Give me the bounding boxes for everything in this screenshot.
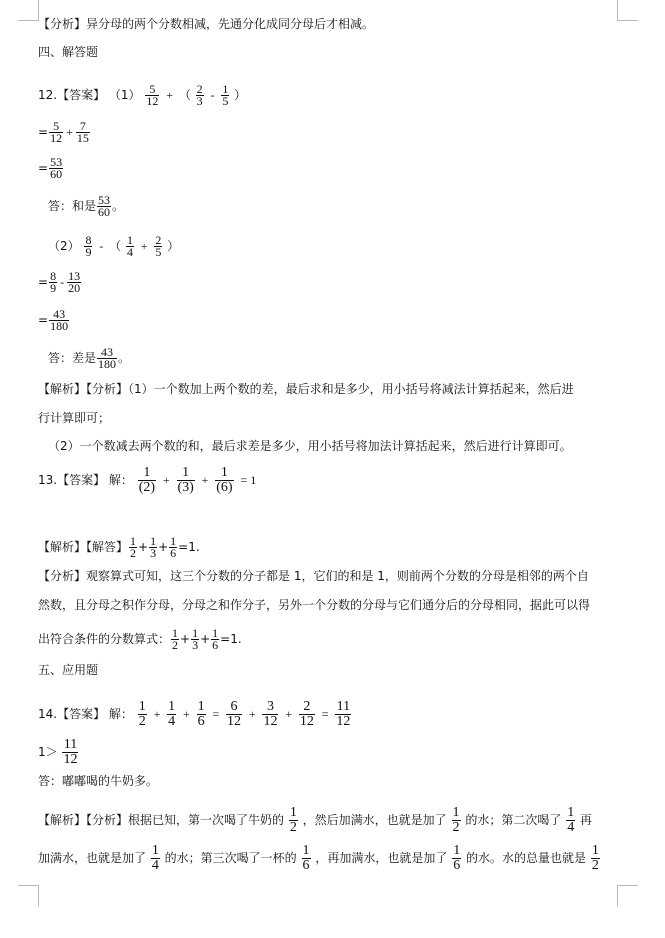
q12-step4-line	[38, 309, 70, 332]
q14-analysis-text: 的水；第三次喝了一杯的	[164, 851, 297, 865]
q14-analysis-text: 的水。水的总量也就是	[466, 851, 587, 865]
equals-sign: =	[38, 313, 49, 327]
equals-sign: =	[212, 707, 220, 721]
plus-sign: +	[285, 707, 293, 721]
fraction-6-12: $\frac{6}{12}$	[227, 699, 242, 729]
plus-sign: +	[183, 707, 190, 721]
q12-analysis-line1: 【解析】【分析】（1）一个数加上两个数的差，最后求和是多少，用小括号将减法计算括起来，然后进	[38, 382, 574, 396]
plus-sign: +	[153, 707, 161, 721]
q12-part2-prefix: （2）	[48, 239, 80, 253]
fraction-1-4: $\frac{1}{4}$	[151, 843, 159, 873]
equals-sign: =	[321, 707, 329, 721]
q14-analysis-line1	[38, 806, 592, 835]
right-paren: ）	[234, 88, 247, 102]
plus-sign: +	[158, 540, 169, 554]
period: 。	[112, 199, 125, 213]
fraction-1-6: $\frac{1}{6}$	[170, 534, 177, 560]
fraction-7-15: $\frac{7}{15}$	[76, 119, 89, 145]
q12-step1-line	[38, 121, 91, 144]
q14-analysis-text: 的水；第二次喝了	[465, 813, 562, 827]
fraction-53-60: $\frac{53}{60}$	[50, 155, 63, 181]
q12-answer2-line	[48, 347, 130, 370]
fraction-1-2: $\frac{1}{2}$	[138, 699, 146, 729]
fraction-8-9: $\frac{8}{9}$	[85, 233, 92, 259]
fraction-5-12: $\frac{5}{12}$	[50, 119, 63, 145]
fraction-1-2: $\frac{1}{2}$	[130, 534, 137, 560]
fraction-5-12: $\frac{5}{12}$	[146, 82, 159, 108]
equals-sign: =	[38, 161, 49, 175]
fraction-43-180: $\frac{43}{180}$	[98, 345, 117, 371]
equals-sign: =	[38, 125, 49, 139]
fraction-1-p6: $\frac{1}{(6)}$	[216, 465, 233, 495]
fraction-1-2: $\frac{1}{2}$	[172, 626, 179, 652]
plus-sign: +	[200, 632, 211, 646]
crop-mark-top-right	[617, 0, 638, 21]
q12-answer2-prefix: 答：差是	[48, 351, 97, 365]
q13-answer-line	[38, 466, 258, 495]
plus-sign: +	[66, 125, 73, 139]
plus-sign: +	[180, 632, 191, 646]
q12-answer1-line	[48, 195, 124, 218]
left-paren: （	[109, 239, 122, 253]
fraction-13-20: $\frac{13}{20}$	[68, 269, 81, 295]
q13-analysis-line2: 然数，且分母之积作分母，分母之和作分子，另外一个分数的分母与它们通分后的分母相同，据此可以得	[38, 598, 591, 612]
fraction-53-60: $\frac{53}{60}$	[98, 193, 111, 219]
plus-sign: +	[166, 88, 173, 102]
q14-label: 14.【答案】 解：	[38, 707, 133, 721]
q14-answer-line	[38, 700, 352, 729]
q13-solution-line	[38, 536, 200, 559]
fraction-1-6: $\frac{1}{6}$	[453, 843, 461, 873]
q13-label: 13.【答案】 解：	[38, 473, 133, 487]
crop-mark-bottom-right	[617, 885, 638, 906]
q13-analysis-line1: 【分析】观察算式可知，这三个分数的分子都是 1，它们的和是 1，则前两个分数的分母是相邻的两个自	[38, 569, 589, 583]
fraction-3-12: $\frac{3}{12}$	[263, 699, 278, 729]
q12-step3-line	[38, 271, 82, 294]
plus-sign: +	[248, 707, 256, 721]
fraction-1-3: $\frac{1}{3}$	[150, 534, 157, 560]
plus-sign: +	[201, 473, 209, 487]
right-paren: ）	[167, 239, 180, 253]
fraction-2-5: $\frac{2}{5}$	[155, 233, 162, 259]
q14-analysis-text: ，然后加满水，也就是加了	[302, 813, 447, 827]
q14-answer-text: 答：嘟嘟喝的牛奶多。	[38, 774, 159, 788]
plus-sign: +	[140, 239, 148, 253]
fraction-1-2: $\frac{1}{2}$	[591, 843, 599, 873]
q14-one-greater-than: 1＞	[38, 745, 58, 759]
fraction-1-6: $\frac{1}{6}$	[212, 626, 219, 652]
minus-sign: -	[210, 88, 215, 102]
fraction-1-6: $\frac{1}{6}$	[197, 699, 205, 729]
fraction-2-12: $\frac{2}{12}$	[299, 699, 314, 729]
fraction-1-4: $\frac{1}{4}$	[567, 805, 575, 835]
minus-sign: -	[99, 239, 104, 253]
q12-answer1-prefix: 答：和是	[48, 199, 97, 213]
crop-mark-bottom-left	[18, 885, 39, 906]
q13-analysis-line3	[38, 628, 242, 651]
section4-title: 四、解答题	[38, 45, 99, 59]
minus-sign: -	[60, 275, 65, 289]
q14-analysis-line2	[38, 844, 601, 873]
q14-analysis-text: 再	[580, 813, 593, 827]
q14-analysis-text: ，再加满水，也就是加了	[315, 851, 448, 865]
q14-compare-line	[38, 738, 79, 767]
crop-mark-top-left	[18, 0, 39, 21]
fraction-1-2: $\frac{1}{2}$	[452, 805, 460, 835]
equals-one-short: =1.	[178, 540, 200, 554]
fraction-1-6: $\frac{1}{6}$	[302, 843, 310, 873]
fraction-1-2: $\frac{1}{2}$	[289, 805, 297, 835]
plus-sign: +	[162, 473, 170, 487]
q12-label: 12.【答案】	[38, 88, 106, 102]
plus-sign: +	[138, 540, 149, 554]
fraction-1-p2: $\frac{1}{(2)}$	[138, 465, 156, 495]
section5-title: 五、应用题	[38, 663, 99, 677]
q12-part2-line	[48, 235, 179, 258]
q14-analysis-text: 【解析】【分析】根据已知，第一次喝了牛奶的	[38, 813, 285, 827]
q12-analysis-line2: 行计算即可；	[38, 411, 111, 425]
equals-one-short: =1.	[220, 632, 242, 646]
q12-step2-line	[38, 157, 64, 180]
equals-one: = 1	[240, 473, 257, 487]
q14-analysis-text: 加满水，也就是加了	[38, 851, 147, 865]
q12-question-line	[38, 84, 246, 107]
fraction-1-4: $\frac{1}{4}$	[126, 233, 133, 259]
q12-analysis-line3: （2）一个数减去两个数的和，最后求差是多少，用小括号将加法计算括起来，然后进行计算即可。	[48, 439, 572, 453]
left-paren: （	[178, 88, 191, 102]
fraction-11-12: $\frac{11}{12}$	[336, 699, 351, 729]
equals-sign: =	[38, 275, 49, 289]
q13-solution-prefix: 【解析】【解答】	[38, 540, 129, 554]
fraction-1-p3: $\frac{1}{(3)}$	[177, 465, 194, 495]
fraction-1-4: $\frac{1}{4}$	[168, 699, 176, 729]
fraction-1-3: $\frac{1}{3}$	[192, 626, 199, 652]
fraction-43-180: $\frac{43}{180}$	[50, 307, 69, 333]
fraction-1-5: $\frac{1}{5}$	[222, 82, 229, 108]
period: 。	[118, 351, 131, 365]
q12-part1-prefix: （1）	[108, 88, 141, 102]
fraction-2-3: $\frac{2}{3}$	[196, 82, 203, 108]
fraction-11-12: $\frac{11}{12}$	[63, 737, 78, 767]
header-note: 【分析】异分母的两个分数相减，先通分化成同分母后才相减。	[38, 17, 375, 31]
fraction-8-9: $\frac{8}{9}$	[50, 269, 57, 295]
q13-analysis-line3-prefix: 出符合条件的分数算式：	[38, 632, 171, 646]
